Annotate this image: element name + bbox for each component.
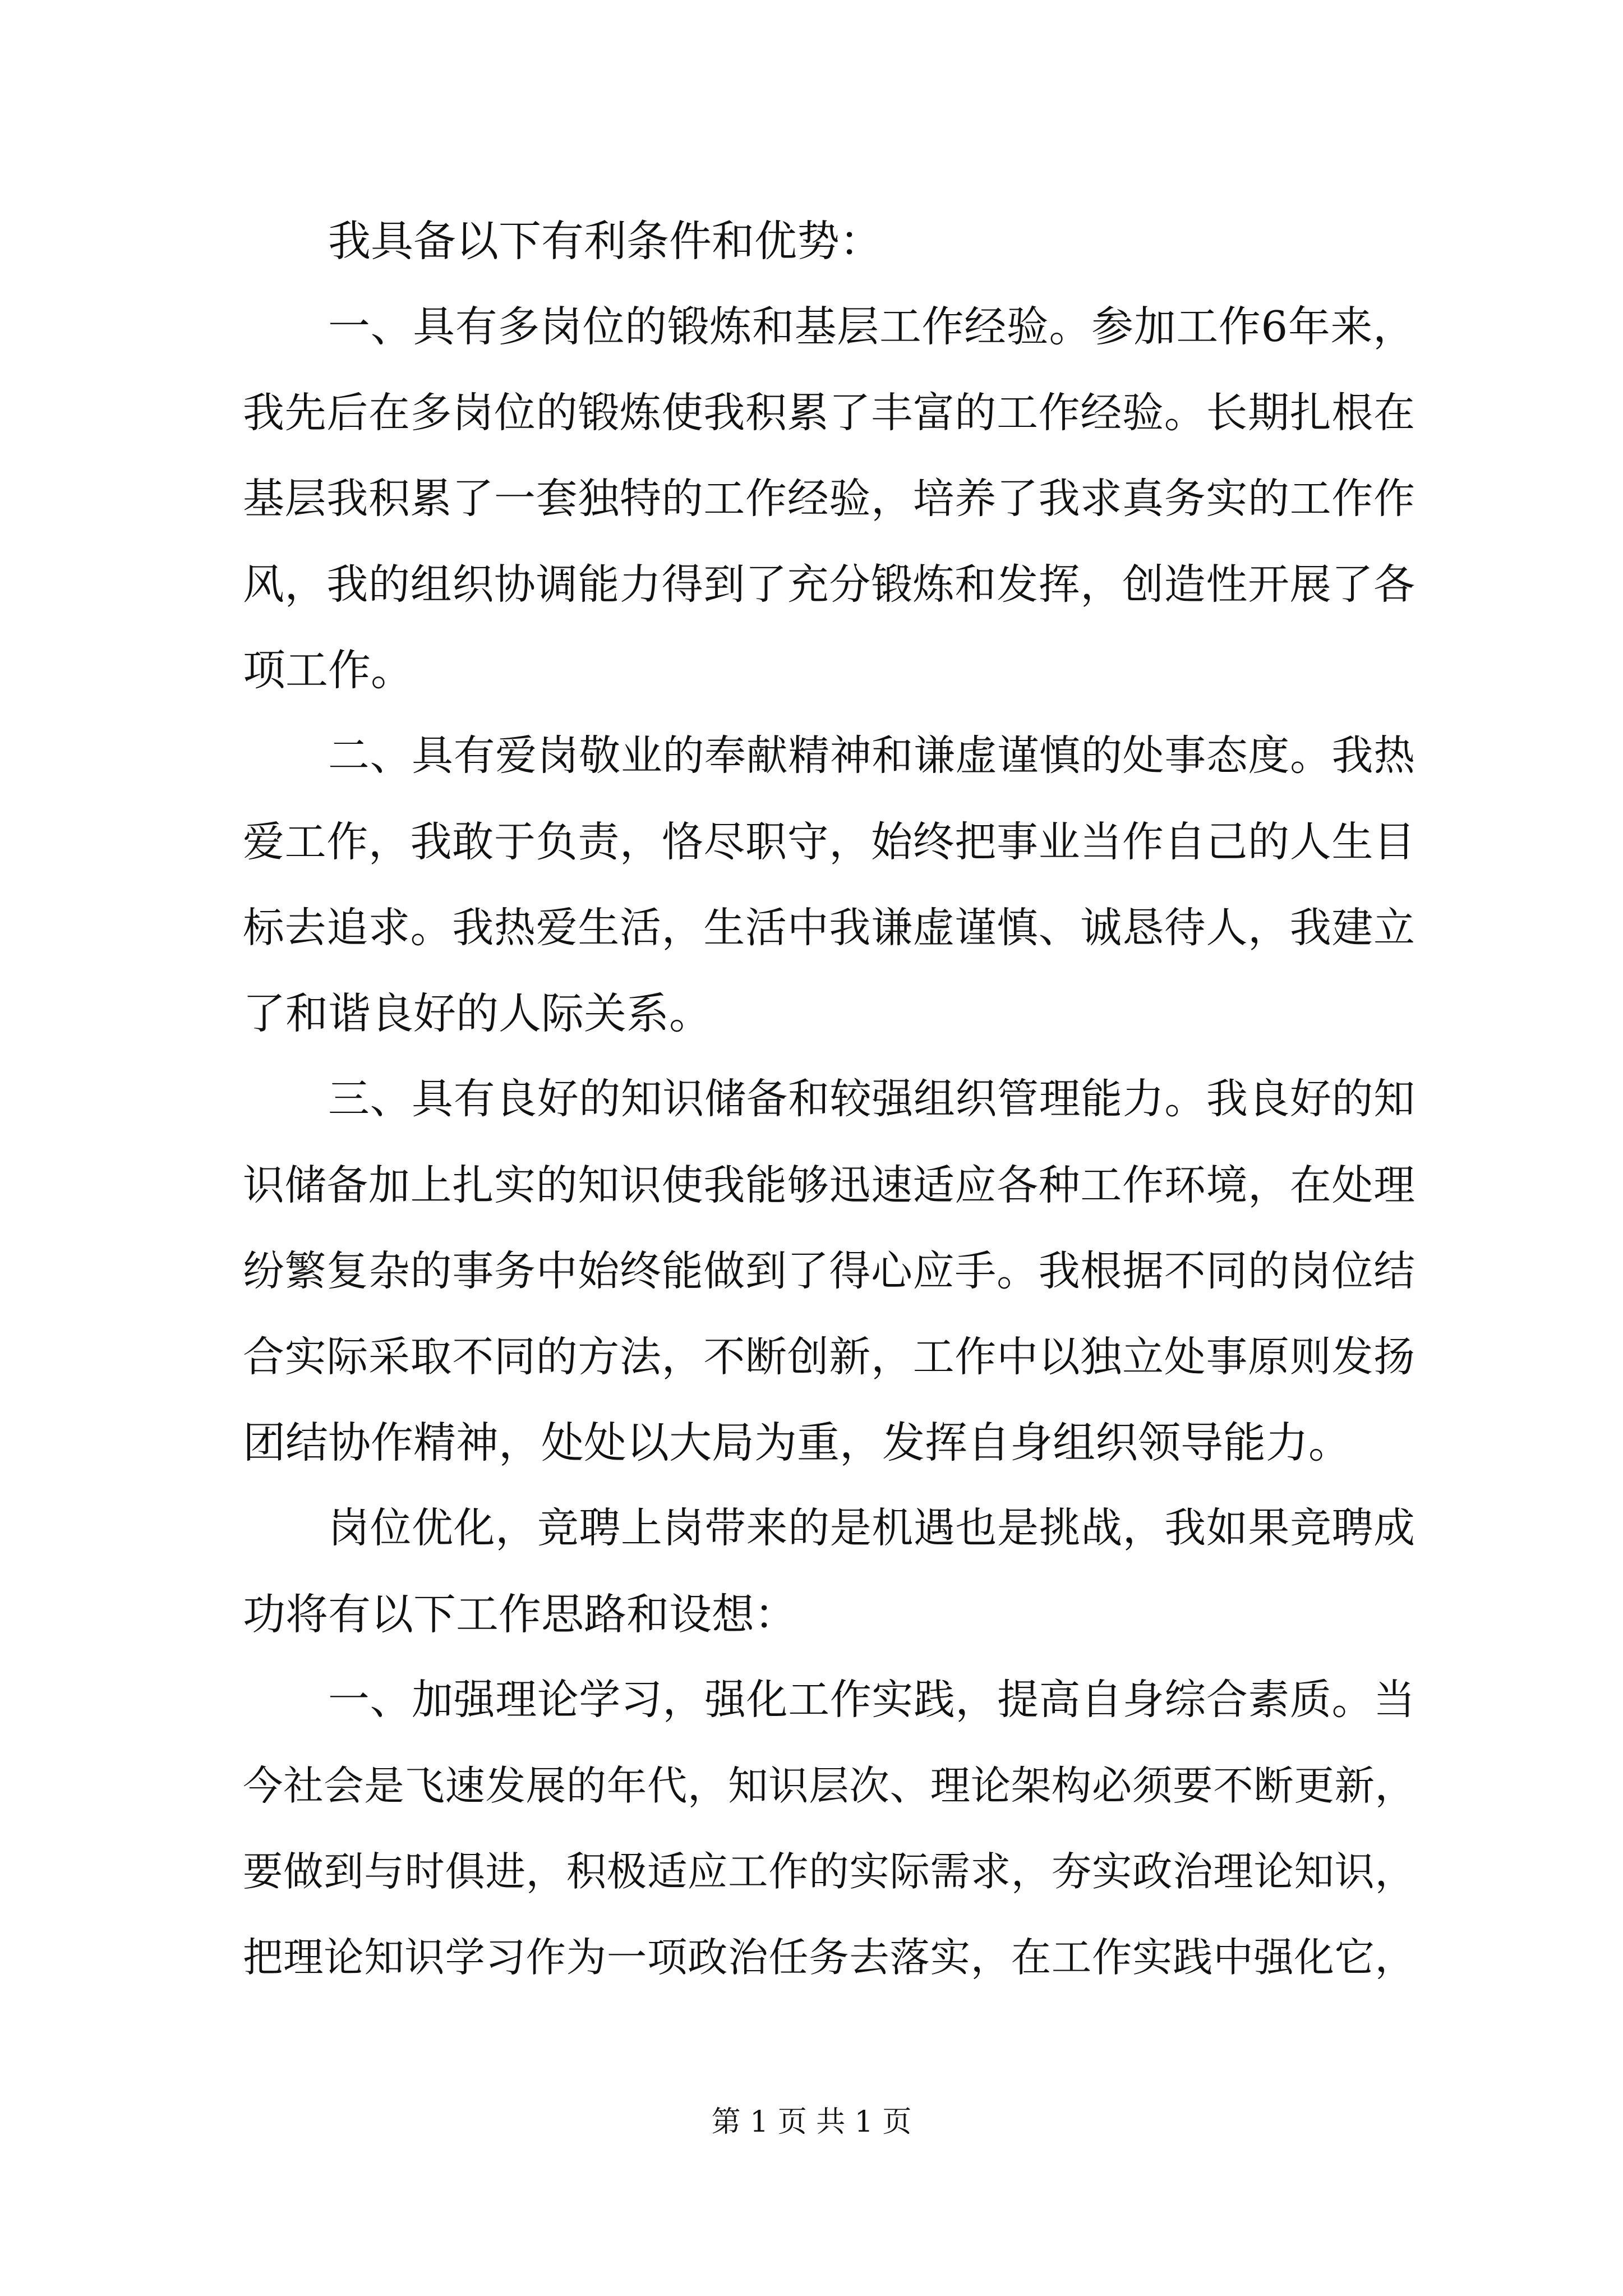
page-footer bbox=[0, 2102, 1623, 2142]
body-line: 今社会是飞速发展的年代，知识层次、理论架构必须要不断更新， bbox=[243, 1763, 1415, 1809]
body-line: 风，我的组织协调能力得到了充分锻炼和发挥，创造性开展了各 bbox=[243, 560, 1415, 609]
body-line: 我先后在多岗位的锻炼使我积累了丰富的工作经验。长期扎根在 bbox=[243, 389, 1415, 437]
body-line: 识储备加上扎实的知识使我能够迅速适应各种工作环境，在处理 bbox=[243, 1161, 1415, 1209]
body-line: 项工作。 bbox=[243, 645, 413, 695]
body-line: 标去追求。我热爱生活，生活中我谦虚谨慎、诚恳待人，我建立 bbox=[243, 904, 1415, 952]
body-line: 纷繁复杂的事务中始终能做到了得心应手。我根据不同的岗位结 bbox=[243, 1247, 1415, 1295]
body-line: 功将有以下工作思路和设想： bbox=[243, 1589, 797, 1639]
body-line: 一、加强理论学习，强化工作实践，提高自身综合素质。当 bbox=[328, 1676, 1415, 1724]
body-line: 把理论知识学习作为一项政治任务去落实，在工作实践中强化它， bbox=[243, 1934, 1415, 1981]
body-line: 基层我积累了一套独特的工作经验，培养了我求真务实的工作作 bbox=[243, 475, 1415, 523]
body-line: 一、具有多岗位的锻炼和基层工作经验。参加工作6年来， bbox=[328, 302, 1415, 351]
page-number-label: 第 1 页 共 1 页 bbox=[711, 2105, 912, 2139]
body-line: 爱工作，我敢于负责，恪尽职守，始终把事业当作自己的人生目 bbox=[243, 818, 1415, 866]
body-line: 合实际采取不同的方法，不断创新，工作中以独立处事原则发扬 bbox=[243, 1333, 1415, 1381]
body-line: 我具备以下有利条件和优势： bbox=[328, 216, 882, 266]
body-line: 岗位优化，竞聘上岗带来的是机遇也是挑战，我如果竞聘成 bbox=[328, 1504, 1415, 1552]
body-line: 三、具有良好的知识储备和较强组织管理能力。我良好的知 bbox=[328, 1075, 1415, 1123]
body-line: 团结协作精神，处处以大局为重，发挥自身组织领导能力。 bbox=[243, 1418, 1351, 1467]
body-line: 要做到与时俱进，积极适应工作的实际需求，夯实政治理论知识， bbox=[243, 1848, 1415, 1895]
body-line: 二、具有爱岗敬业的奉献精神和谦虚谨慎的处事态度。我热 bbox=[328, 732, 1415, 780]
body-line: 了和谐良好的人际关系。 bbox=[243, 988, 712, 1038]
